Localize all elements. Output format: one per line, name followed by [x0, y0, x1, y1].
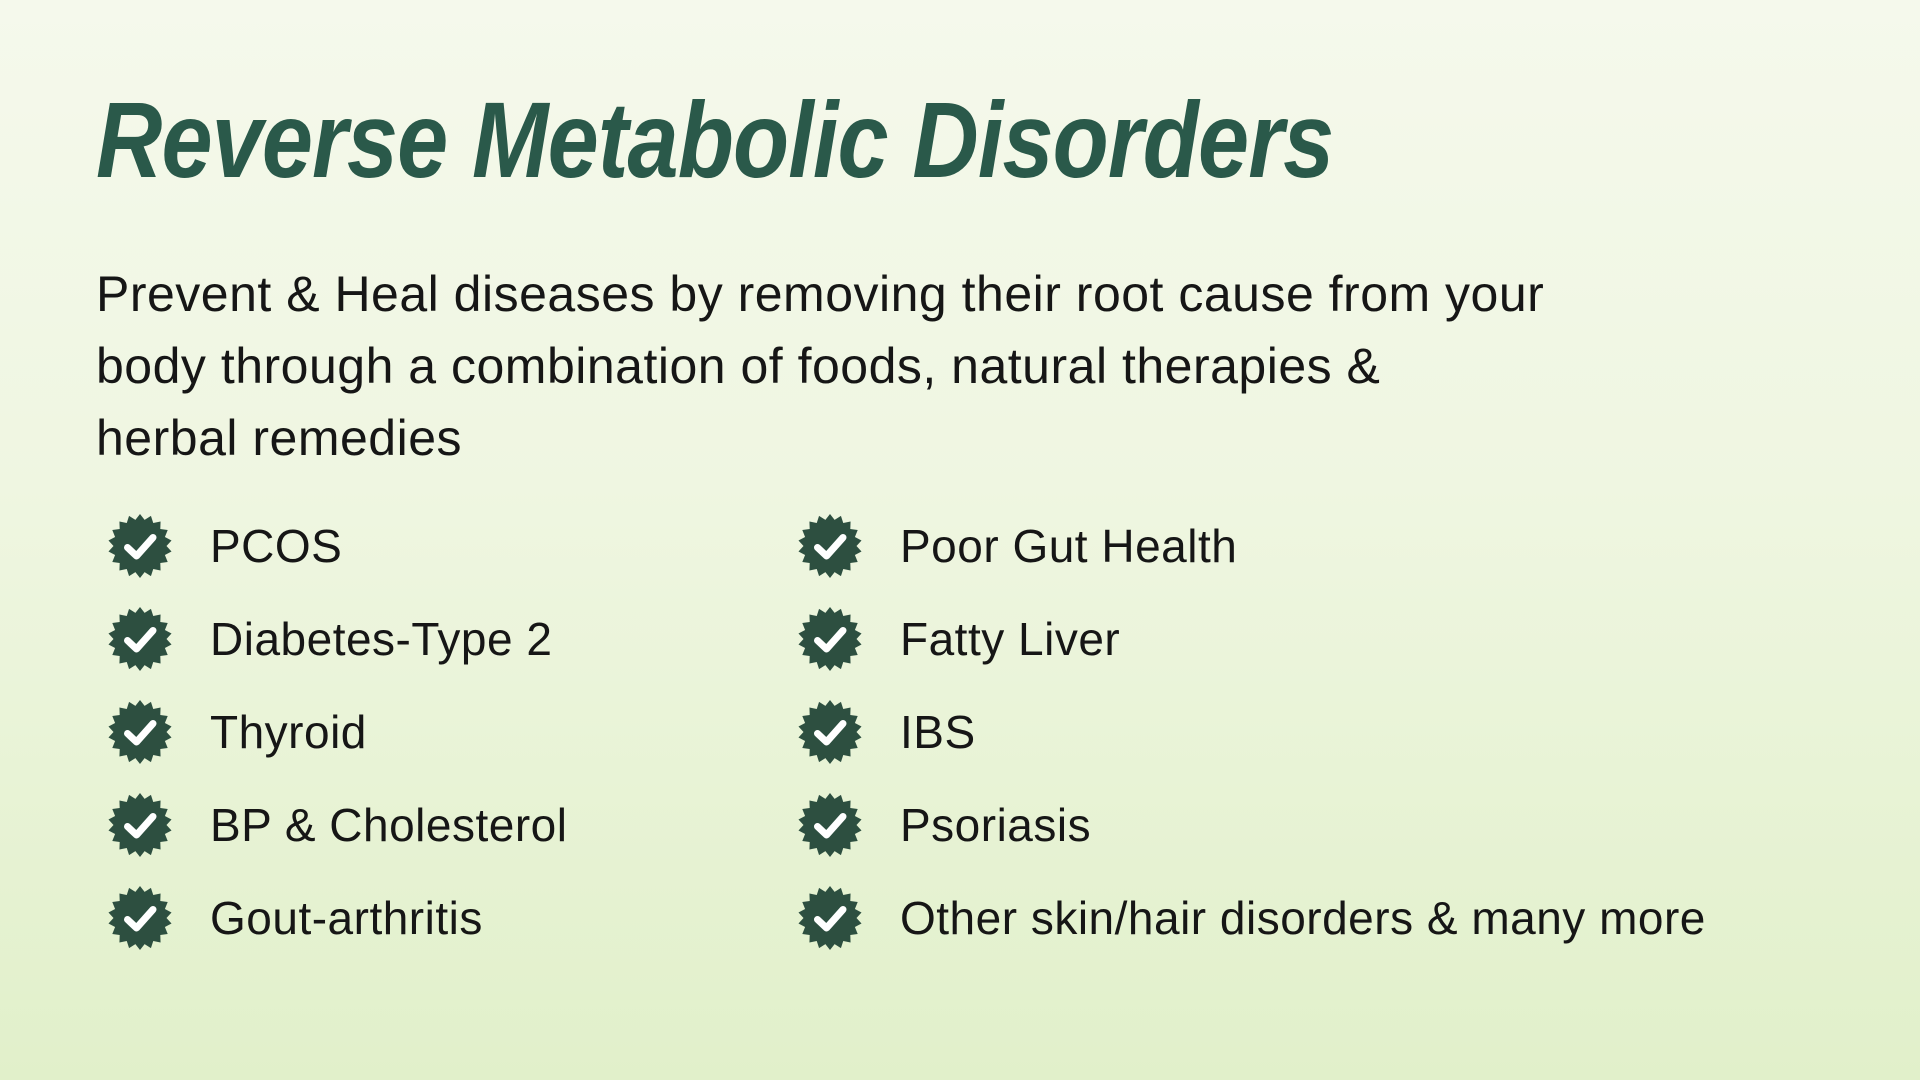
list-item-label: Gout-arthritis: [210, 892, 483, 945]
list-item-label: Fatty Liver: [900, 613, 1121, 666]
page-title: Reverse Metabolic Disorders: [96, 79, 1334, 200]
page-subtitle: [96, 258, 1860, 474]
seal-check-icon: [798, 514, 862, 578]
seal-check-icon: [108, 793, 172, 857]
list-item-label: Thyroid: [210, 706, 367, 759]
list-item: [108, 514, 798, 578]
seal-check-icon: [108, 700, 172, 764]
list-item-label: BP & Cholesterol: [210, 799, 568, 852]
list-item-label: IBS: [900, 706, 976, 759]
subtitle-line: Prevent & Heal diseases by removing their root cause from your: [96, 266, 1545, 323]
seal-check-icon: [108, 514, 172, 578]
list-item: [108, 607, 798, 671]
list-item: [798, 793, 1860, 857]
seal-check-icon: [798, 700, 862, 764]
list-item-label: Diabetes-Type 2: [210, 613, 553, 666]
seal-check-icon: [108, 607, 172, 671]
seal-check-icon: [798, 607, 862, 671]
seal-check-icon: [798, 886, 862, 950]
list-item: [108, 793, 798, 857]
list-item: [108, 886, 798, 950]
list-item: [798, 607, 1860, 671]
list-item-label: Psoriasis: [900, 799, 1092, 852]
list-item-label: PCOS: [210, 520, 343, 573]
list-item: [798, 886, 1860, 950]
subtitle-line: body through a combination of foods, natural therapies &: [96, 338, 1381, 395]
subtitle-line: herbal remedies: [96, 410, 463, 467]
list-item: [798, 700, 1860, 764]
list-item: [108, 700, 798, 764]
seal-check-icon: [108, 886, 172, 950]
checklist: [108, 514, 1860, 950]
seal-check-icon: [798, 793, 862, 857]
list-item-label: Poor Gut Health: [900, 520, 1238, 573]
list-item-label: Other skin/hair disorders & many more: [900, 892, 1706, 945]
list-item: [798, 514, 1860, 578]
